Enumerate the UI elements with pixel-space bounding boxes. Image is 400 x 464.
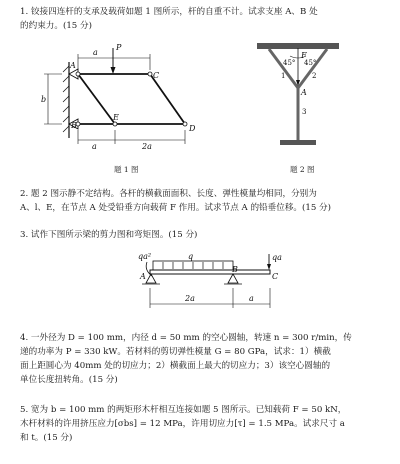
label-angle-left: 45° bbox=[283, 59, 296, 67]
label-b-node: B bbox=[71, 121, 77, 130]
support-b-roller bbox=[228, 274, 238, 283]
label-beam-a-len: a bbox=[249, 294, 254, 303]
label-beam-c: C bbox=[272, 272, 279, 281]
problem-4-line-4: 单位长度扭转角。(15 分) bbox=[20, 375, 118, 385]
label-2a: 2a bbox=[142, 142, 152, 151]
label-e: E bbox=[113, 113, 119, 122]
problem-1-line-2: 的约束力。(15 分) bbox=[20, 21, 92, 31]
label-beam-2a: 2a bbox=[185, 294, 195, 303]
label-beam-b: B bbox=[232, 265, 238, 274]
label-qa2: qa² bbox=[138, 252, 152, 261]
label-a-node: A bbox=[70, 61, 76, 70]
label-c: C bbox=[153, 71, 160, 80]
label-qa: qa bbox=[272, 253, 282, 262]
problem-1-line-1: 1. 铰接四连杆的支承及载荷如题 1 图所示，杆的自重不计。试求支座 A、B 处 bbox=[20, 7, 318, 17]
label-beam-a: A bbox=[140, 272, 146, 281]
problem-4-line-1: 4. 一外径为 D = 100 mm，内径 d = 50 mm 的空心圆轴，转速 n = 300 r/min，传 bbox=[20, 333, 352, 343]
label-bar-1: 1 bbox=[281, 72, 286, 80]
problem-4-line-2: 递的功率为 P = 330 kW。若材料的剪切弹性模量 G = 80 GPa，试求：1）横截 bbox=[20, 347, 331, 357]
label-bar-3: 3 bbox=[302, 108, 307, 116]
label-d: D bbox=[189, 124, 196, 133]
problem-5-line-1: 5. 宽为 b = 100 mm 的两矩形木杆相互连接如题 5 图所示。已知载荷 F = 50 kN， bbox=[20, 405, 347, 415]
problem-2-line-2: A、l、E，在节点 A 处受铅垂方向载荷 F 作用。试求节点 A 的铅垂位移。(15 分) bbox=[20, 203, 331, 213]
distributed-load-arrows bbox=[163, 262, 223, 269]
problem-3-line-1: 3. 试作下图所示梁的剪力图和弯矩图。(15 分) bbox=[20, 230, 198, 240]
label-a-bottom: a bbox=[92, 142, 97, 151]
label-angle-right: 45° bbox=[304, 59, 317, 67]
point-load-c-arrowhead bbox=[267, 264, 271, 270]
problem-2-line-1: 2. 题 2 图示静不定结构。各杆的横截面面积、长度、弹性模量均相同，分别为 bbox=[20, 189, 317, 199]
label-bar-2: 2 bbox=[312, 72, 317, 80]
label-f: F bbox=[301, 51, 307, 60]
label-b-dim: b bbox=[41, 95, 47, 104]
problem-4-line-3: 面上距圆心为 40mm 处的切应力；2）横截面上最大的切应力；3）该空心圆轴的 bbox=[20, 361, 331, 371]
beam bbox=[150, 270, 270, 274]
figure-1-caption: 题 1 图 bbox=[114, 165, 139, 174]
label-p: P bbox=[116, 43, 122, 52]
problem-5-line-2: 木杆材料的许用挤压应力[σbs] = 12 MPa，许用切应力[τ] = 1.5 MPa。试求尺寸 a bbox=[20, 419, 345, 429]
label-node-a: A bbox=[301, 88, 307, 97]
label-a-top: a bbox=[93, 48, 98, 57]
figure-2-caption: 题 2 图 bbox=[290, 165, 315, 174]
problem-5-line-3: 和 t。(15 分) bbox=[20, 433, 73, 443]
label-q: q bbox=[188, 252, 194, 261]
